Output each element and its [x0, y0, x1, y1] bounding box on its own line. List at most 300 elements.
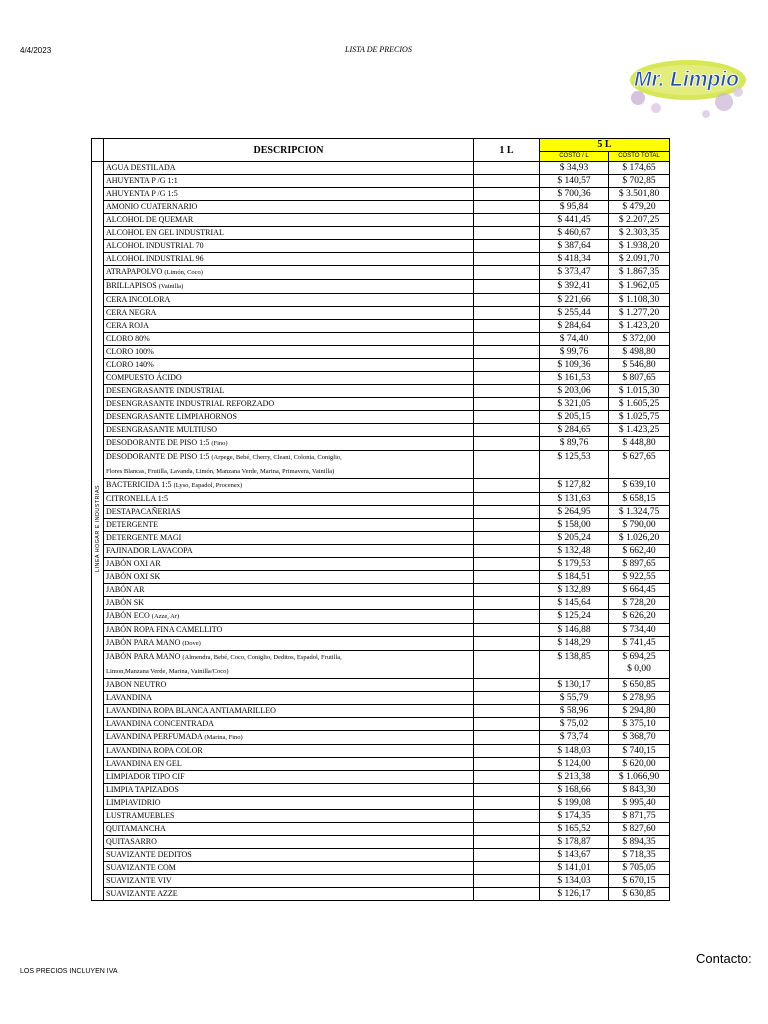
cost-per-liter: $ 184,51: [540, 571, 609, 584]
cost-per-liter: $ 148,03: [540, 745, 609, 758]
product-name: FAJINADOR LAVACOPA: [106, 546, 193, 555]
table-row: [92, 545, 670, 558]
table-row: [92, 385, 670, 398]
cost-total: [609, 651, 670, 679]
price-1l-cell: [474, 823, 540, 836]
cost-per-liter: $ 441,45: [540, 214, 609, 227]
table-row: [92, 227, 670, 240]
cost-total-value: $ 1.025,75: [618, 412, 660, 422]
cost-per-liter: $ 141,01: [540, 862, 609, 875]
price-1l-cell: [474, 424, 540, 437]
cost-per-liter: $ 321,05: [540, 398, 609, 411]
price-1l-cell: [474, 679, 540, 692]
table-row: [92, 610, 670, 624]
cost-per-liter: $ 134,03: [540, 875, 609, 888]
svg-text:Mr. Limpio: Mr. Limpio: [634, 68, 739, 91]
table-row: [92, 519, 670, 532]
price-1l-cell: [474, 692, 540, 705]
cost-total: [609, 624, 670, 637]
cost-per-liter: $ 165,52: [540, 823, 609, 836]
cost-total-value: $ 1.108,30: [618, 295, 660, 305]
table-row: [92, 175, 670, 188]
product-description: [104, 784, 474, 797]
product-variants: (Marina, Fino): [204, 734, 243, 741]
cost-total: [609, 227, 670, 240]
product-name: CITRONELLA 1:5: [106, 494, 168, 503]
product-description: [104, 745, 474, 758]
product-description: [104, 294, 474, 307]
price-1l-cell: [474, 888, 540, 901]
table-row: [92, 333, 670, 346]
table-row: [92, 372, 670, 385]
price-1l-cell: [474, 479, 540, 493]
price-1l-cell: [474, 411, 540, 424]
cost-total-value: $ 705,05: [622, 863, 656, 873]
product-name: LUSTRAMUEBLES: [106, 811, 175, 820]
cost-per-liter: $ 148,29: [540, 637, 609, 651]
product-description: [104, 519, 474, 532]
cost-total-value: $ 630,85: [622, 889, 656, 899]
product-name: ALCOHOL EN GEL INDUSTRIAL: [106, 228, 224, 237]
price-1l-cell: [474, 771, 540, 784]
price-1l-cell: [474, 784, 540, 797]
product-name: JABÓN PARA MANO: [106, 652, 181, 661]
product-name: LAVANDINA: [106, 693, 152, 702]
cost-total-value: $ 1.867,35: [618, 267, 660, 277]
cost-total-value: $ 1.026,20: [618, 533, 660, 543]
cost-per-liter: $ 700,36: [540, 188, 609, 201]
cost-total: [609, 493, 670, 506]
table-row: [92, 705, 670, 718]
cost-total: [609, 519, 670, 532]
table-row: [92, 214, 670, 227]
product-name: JABÓN ECO: [106, 611, 150, 620]
product-description: [104, 227, 474, 240]
cost-total: [609, 836, 670, 849]
cost-total: [609, 745, 670, 758]
price-1l-cell: [474, 188, 540, 201]
product-name: DESENGRASANTE MULTIUSO: [106, 425, 218, 434]
price-1l-cell: [474, 810, 540, 823]
cost-total: [609, 437, 670, 451]
price-1l-cell: [474, 862, 540, 875]
cost-per-liter: $ 205,24: [540, 532, 609, 545]
cost-per-liter: $ 58,96: [540, 705, 609, 718]
cost-per-liter: $ 158,00: [540, 519, 609, 532]
price-1l-cell: [474, 558, 540, 571]
table-row: [92, 584, 670, 597]
document-date: 4/4/2023: [20, 46, 52, 55]
cost-per-liter: $ 174,35: [540, 810, 609, 823]
cost-per-liter: $ 74,40: [540, 333, 609, 346]
side-header-cell: [92, 139, 104, 162]
product-description: [104, 758, 474, 771]
cost-total: [609, 411, 670, 424]
cost-total: [609, 266, 670, 280]
cost-total: [609, 584, 670, 597]
cost-total: [609, 705, 670, 718]
cost-total: [609, 175, 670, 188]
table-row: [92, 823, 670, 836]
price-1l-cell: [474, 519, 540, 532]
product-name: JABÓN OXI SK: [106, 572, 161, 581]
price-1l-cell: [474, 346, 540, 359]
cost-per-liter: $ 132,89: [540, 584, 609, 597]
table-row: [92, 637, 670, 651]
cost-total: [609, 692, 670, 705]
table-row: [92, 888, 670, 901]
price-1l-cell: [474, 451, 540, 479]
cost-total: [609, 253, 670, 266]
price-1l-cell: [474, 280, 540, 294]
product-variants: (Azze, Ar): [151, 613, 180, 620]
cost-per-liter: $ 126,17: [540, 888, 609, 901]
table-row: [92, 558, 670, 571]
product-description: [104, 888, 474, 901]
product-description: [104, 424, 474, 437]
table-row: [92, 875, 670, 888]
table-row: [92, 320, 670, 333]
price-1l-cell: [474, 610, 540, 624]
cost-total-value: $ 728,20: [622, 598, 656, 608]
product-description: [104, 823, 474, 836]
table-row: [92, 398, 670, 411]
cost-total: [609, 558, 670, 571]
product-name: ALCOHOL INDUSTRIAL 96: [106, 254, 204, 263]
product-description: [104, 849, 474, 862]
cost-total: [609, 479, 670, 493]
price-1l-cell: [474, 227, 540, 240]
product-name: BACTERICIDA 1:5: [106, 480, 172, 489]
product-description: [104, 240, 474, 253]
price-1l-cell: [474, 584, 540, 597]
product-name: BRILLAPISOS: [106, 281, 157, 290]
table-row: [92, 346, 670, 359]
price-1l-cell: [474, 385, 540, 398]
product-description: [104, 437, 474, 451]
table-row: [92, 437, 670, 451]
cost-per-liter: $ 284,65: [540, 424, 609, 437]
cost-total-value: $ 670,15: [622, 876, 656, 886]
price-1l-cell: [474, 506, 540, 519]
product-description: [104, 797, 474, 810]
table-row: [92, 201, 670, 214]
cost-total-value: $ 174,65: [622, 163, 656, 173]
product-description: [104, 545, 474, 558]
cost-total-value: $ 894,35: [622, 837, 656, 847]
cost-total-value: $ 1.324,75: [618, 507, 660, 517]
cost-total-value: $ 790,00: [622, 520, 656, 530]
product-description: [104, 558, 474, 571]
product-description: [104, 836, 474, 849]
table-row: [92, 836, 670, 849]
product-name: CERA NEGRA: [106, 308, 157, 317]
cost-per-liter: $ 460,67: [540, 227, 609, 240]
cost-total-value: $ 658,15: [622, 494, 656, 504]
cost-total-value: $ 741,45: [622, 638, 656, 648]
cost-total-value: $ 372,00: [622, 334, 656, 344]
cost-per-liter: $ 125,24: [540, 610, 609, 624]
product-description: [104, 266, 474, 280]
price-table: [91, 138, 670, 901]
product-description: [104, 771, 474, 784]
table-row: [92, 849, 670, 862]
cost-per-liter: $ 145,64: [540, 597, 609, 610]
cost-per-liter: $ 130,17: [540, 679, 609, 692]
table-row: [92, 493, 670, 506]
price-1l-cell: [474, 307, 540, 320]
table-row: [92, 411, 670, 424]
header-5l: 5 L: [540, 139, 670, 152]
price-1l-cell: [474, 214, 540, 227]
product-description: [104, 411, 474, 424]
cost-total: [609, 810, 670, 823]
cost-total: [609, 333, 670, 346]
table-row: [92, 597, 670, 610]
table-row: [92, 307, 670, 320]
cost-total-value: $ 479,20: [622, 202, 656, 212]
table-row: [92, 253, 670, 266]
cost-per-liter: $ 221,66: [540, 294, 609, 307]
cost-total: [609, 637, 670, 651]
cost-per-liter: $ 140,57: [540, 175, 609, 188]
cost-total: [609, 532, 670, 545]
cost-total: [609, 162, 670, 175]
price-1l-cell: [474, 718, 540, 731]
cost-per-liter: $ 205,15: [540, 411, 609, 424]
product-description: [104, 175, 474, 188]
cost-total-value: $ 807,65: [622, 373, 656, 383]
price-1l-cell: [474, 320, 540, 333]
cost-total: [609, 849, 670, 862]
table-row: [92, 651, 670, 679]
product-name: SUAVIZANTE COM: [106, 863, 176, 872]
table-row: [92, 624, 670, 637]
product-description: [104, 307, 474, 320]
product-description: [104, 372, 474, 385]
product-variants: (Arpege, Bebé, Cherry, Cleani, Colonia, Coniglio,: [211, 454, 342, 461]
price-1l-cell: [474, 836, 540, 849]
table-row: [92, 571, 670, 584]
cost-per-liter: $ 213,38: [540, 771, 609, 784]
product-name: LIMPIADOR TIPO CIF: [106, 772, 185, 781]
table-row: [92, 810, 670, 823]
cost-total: [609, 506, 670, 519]
product-description: [104, 862, 474, 875]
product-description: [104, 705, 474, 718]
cost-total-value: $ 1.277,20: [618, 308, 660, 318]
product-name: DESENGRASANTE INDUSTRIAL REFORZADO: [106, 399, 275, 408]
price-1l-cell: [474, 240, 540, 253]
table-row: [92, 479, 670, 493]
product-name: CERA ROJA: [106, 321, 149, 330]
price-1l-cell: [474, 797, 540, 810]
product-description: [104, 451, 474, 479]
product-name: DESENGRASANTE INDUSTRIAL: [106, 386, 225, 395]
product-name: SUAVIZANTE AZZE: [106, 889, 178, 898]
cost-per-liter: $ 203,06: [540, 385, 609, 398]
cost-total-value: $ 734,40: [622, 625, 656, 635]
product-description: [104, 875, 474, 888]
table-row: [92, 532, 670, 545]
cost-per-liter: $ 89,76: [540, 437, 609, 451]
cost-total-value: $ 664,45: [622, 585, 656, 595]
price-1l-cell: [474, 294, 540, 307]
cost-total: [609, 797, 670, 810]
product-name: CERA INCOLORA: [106, 295, 171, 304]
cost-total-value: $ 626,20: [622, 611, 656, 621]
cost-total-value: $ 662,40: [622, 546, 656, 556]
cost-total-value: $ 922,55: [622, 572, 656, 582]
side-category-cell: [92, 162, 104, 901]
table-row: [92, 359, 670, 372]
cost-total-value: $ 740,15: [622, 746, 656, 756]
product-description: [104, 692, 474, 705]
cost-per-liter: $ 179,53: [540, 558, 609, 571]
product-description: [104, 479, 474, 493]
cost-per-liter: $ 178,87: [540, 836, 609, 849]
product-description: [104, 253, 474, 266]
price-1l-cell: [474, 705, 540, 718]
cost-total-value: $ 368,70: [622, 732, 656, 742]
cost-total: [609, 214, 670, 227]
cost-per-liter: $ 418,34: [540, 253, 609, 266]
product-name: JABÓN SK: [106, 598, 145, 607]
product-variants-continued: Limon,Manzana Verde, Marina, Vainilla/Coco): [106, 667, 229, 675]
product-name: SUAVIZANTE VIV: [106, 876, 172, 885]
cost-per-liter: $ 75,02: [540, 718, 609, 731]
product-name: JABÓN AR: [106, 585, 145, 594]
cost-total: [609, 451, 670, 479]
price-1l-cell: [474, 597, 540, 610]
cost-total: [609, 307, 670, 320]
cost-total-value: $ 627,65: [622, 452, 656, 462]
mr-limpio-logo: [626, 50, 750, 126]
cost-per-liter: $ 161,53: [540, 372, 609, 385]
product-description: [104, 584, 474, 597]
cost-total: [609, 545, 670, 558]
table-row: [92, 266, 670, 280]
product-name: JABÓN ROPA FINA CAMELLITO: [106, 625, 223, 634]
price-1l-cell: [474, 493, 540, 506]
cost-per-liter: $ 95,84: [540, 201, 609, 214]
table-row: [92, 862, 670, 875]
product-name: CLORO 140%: [106, 360, 154, 369]
header-costo-total: COSTO TOTAL: [609, 151, 670, 161]
cost-total-value: $ 375,10: [622, 719, 656, 729]
contact-label: Contacto:: [696, 951, 752, 966]
cost-total-value: $ 897,65: [622, 559, 656, 569]
product-description: [104, 679, 474, 692]
product-description: [104, 359, 474, 372]
cost-total-value: $ 1.015,30: [618, 386, 660, 396]
cost-total: [609, 610, 670, 624]
product-name: AHUYENTA P /G 1:1: [106, 176, 178, 185]
cost-total: [609, 372, 670, 385]
cost-per-liter: $ 55,79: [540, 692, 609, 705]
price-1l-cell: [474, 545, 540, 558]
table-row: [92, 771, 670, 784]
cost-total-value: $ 1.066,90: [618, 772, 660, 782]
cost-total-value: $ 1.605,25: [618, 399, 660, 409]
table-row: [92, 797, 670, 810]
product-description: [104, 624, 474, 637]
price-table-body: [92, 162, 670, 901]
header-1l: 1 L: [474, 139, 540, 162]
cost-total-value: $ 2.207,25: [618, 215, 660, 225]
cost-per-liter: $ 199,08: [540, 797, 609, 810]
product-variants: (Vainilla): [158, 283, 184, 290]
product-description: [104, 188, 474, 201]
price-1l-cell: [474, 571, 540, 584]
cost-total: [609, 571, 670, 584]
table-row: [92, 506, 670, 519]
product-description: [104, 333, 474, 346]
product-description: [104, 731, 474, 745]
price-1l-cell: [474, 162, 540, 175]
table-row: [92, 188, 670, 201]
cost-per-liter: $ 168,66: [540, 784, 609, 797]
cost-total: [609, 597, 670, 610]
product-description: [104, 493, 474, 506]
product-variants: (Lyso, Espadol, Procenex): [173, 482, 243, 489]
price-1l-cell: [474, 875, 540, 888]
table-row: [92, 162, 670, 175]
product-name: COMPUESTO ÁCIDO: [106, 373, 182, 382]
table-row: [92, 784, 670, 797]
product-name: LAVANDINA ROPA COLOR: [106, 746, 203, 755]
product-description: [104, 385, 474, 398]
cost-total-value: $ 448,80: [622, 438, 656, 448]
cost-total: [609, 320, 670, 333]
product-description: [104, 214, 474, 227]
cost-per-liter: $ 132,48: [540, 545, 609, 558]
table-row: [92, 424, 670, 437]
cost-total: [609, 398, 670, 411]
product-name: AGUA DESTILADA: [106, 163, 176, 172]
cost-total-value: $ 995,40: [622, 798, 656, 808]
cost-total: [609, 679, 670, 692]
cost-total: [609, 424, 670, 437]
cost-total: [609, 188, 670, 201]
price-1l-cell: [474, 532, 540, 545]
product-name: LAVANDINA EN GEL: [106, 759, 182, 768]
cost-per-liter: $ 392,41: [540, 280, 609, 294]
product-name: DETERGENTE: [106, 520, 158, 529]
product-description: [104, 506, 474, 519]
cost-per-liter: $ 99,76: [540, 346, 609, 359]
price-1l-cell: [474, 372, 540, 385]
product-variants: (Dove): [182, 640, 201, 647]
cost-total: [609, 875, 670, 888]
product-name: CLORO 100%: [106, 347, 154, 356]
header-descripcion: DESCRIPCION: [104, 139, 474, 162]
price-1l-cell: [474, 437, 540, 451]
cost-total-extra: $ 0,00: [627, 664, 651, 674]
product-name: JABÓN OXI AR: [106, 559, 161, 568]
cost-total: [609, 771, 670, 784]
price-1l-cell: [474, 266, 540, 280]
cost-per-liter: $ 125,53: [540, 451, 609, 479]
document-title: LISTA DE PRECIOS: [345, 45, 412, 54]
cost-total: [609, 823, 670, 836]
cost-per-liter: $ 146,88: [540, 624, 609, 637]
price-1l-cell: [474, 624, 540, 637]
cost-total-value: $ 620,00: [622, 759, 656, 769]
product-description: [104, 398, 474, 411]
cost-total-value: $ 2.091,70: [618, 254, 660, 264]
price-1l-cell: [474, 359, 540, 372]
